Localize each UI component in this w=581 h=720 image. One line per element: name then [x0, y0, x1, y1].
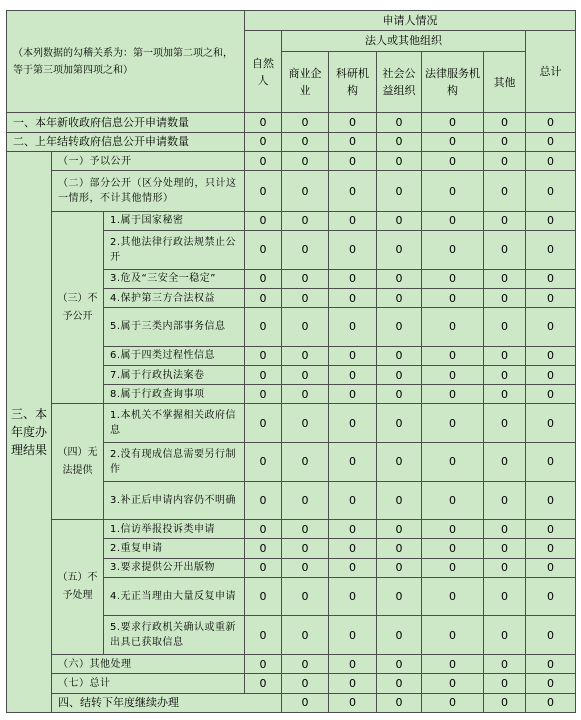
cell-value: 0	[484, 269, 526, 288]
header-social: 社会公益组织	[377, 51, 422, 113]
row-label: （六）其他处理	[52, 655, 245, 674]
cell-value: 0	[329, 151, 377, 170]
cell-value: 0	[484, 308, 526, 347]
cell-value: 0	[377, 308, 422, 347]
cell-value: 0	[329, 404, 377, 443]
row-label: 5.要求行政机关确认或重新出具已获取信息	[104, 616, 245, 655]
row-label: 2.没有现成信息需要另行制作	[104, 443, 245, 482]
cell-value: 0	[526, 693, 576, 712]
cell-value: 0	[245, 558, 282, 577]
cell-value: 0	[282, 288, 329, 307]
cell-value: 0	[377, 113, 422, 132]
cell-value: 0	[282, 308, 329, 347]
cell-value: 0	[526, 674, 576, 693]
cell-value: 0	[282, 577, 329, 616]
cell-value: 0	[377, 539, 422, 558]
row-label: 4.保护第三方合法权益	[104, 288, 245, 307]
cell-value: 0	[526, 132, 576, 151]
cell-value: 0	[484, 558, 526, 577]
cell-value: 0	[526, 231, 576, 270]
cell-value: 0	[422, 404, 484, 443]
cell-value: 0	[484, 231, 526, 270]
cell-value: 0	[422, 151, 484, 170]
group-label-s3: （三）不予公开	[52, 211, 104, 404]
cell-value: 0	[329, 539, 377, 558]
cell-value: 0	[526, 151, 576, 170]
header-natural-person: 自然人	[245, 31, 282, 113]
cell-value: 0	[526, 558, 576, 577]
cell-value: 0	[245, 674, 282, 693]
cell-value: 0	[377, 558, 422, 577]
cell-value: 0	[422, 288, 484, 307]
cell-value: 0	[245, 616, 282, 655]
cell-value: 0	[422, 674, 484, 693]
cell-value: 0	[282, 481, 329, 520]
cell-value: 0	[377, 443, 422, 482]
cell-value: 0	[526, 481, 576, 520]
cell-value: 0	[484, 655, 526, 674]
row-label: 6.属于四类过程性信息	[104, 346, 245, 365]
cell-value: 0	[329, 385, 377, 404]
cell-value: 0	[282, 558, 329, 577]
cell-value: 0	[329, 308, 377, 347]
cell-value: 0	[377, 385, 422, 404]
group-label-3: 三、本年度办理结果	[7, 151, 52, 712]
cell-value: 0	[484, 346, 526, 365]
header-legal-group: 法人或其他组织	[282, 31, 526, 51]
cell-value: 0	[422, 211, 484, 230]
cell-value: 0	[526, 443, 576, 482]
cell-value: 0	[422, 365, 484, 384]
cell-value: 0	[377, 231, 422, 270]
cell-value: 0	[526, 520, 576, 539]
cell-value: 0	[245, 231, 282, 270]
cell-value: 0	[422, 385, 484, 404]
cell-value: 0	[329, 132, 377, 151]
cell-value: 0	[245, 113, 282, 132]
cell-value: 0	[484, 113, 526, 132]
cell-value: 0	[245, 365, 282, 384]
cell-value: 0	[526, 308, 576, 347]
cell-value: 0	[329, 520, 377, 539]
group-label-s5: （五）不予处理	[52, 520, 104, 655]
cell-value: 0	[377, 211, 422, 230]
cell-value: 0	[377, 616, 422, 655]
cell-value: 0	[282, 655, 329, 674]
cell-value: 0	[329, 674, 377, 693]
header-legal-service: 法律服务机构	[422, 51, 484, 113]
row-label: （二）部分公开（区分处理的，只计这一情形，不计其他情形）	[52, 171, 245, 212]
cell-value: 0	[526, 655, 576, 674]
cell-value: 0	[422, 231, 484, 270]
cell-value: 0	[377, 365, 422, 384]
cell-value: 0	[245, 385, 282, 404]
cell-value: 0	[245, 269, 282, 288]
cell-value: 0	[245, 481, 282, 520]
table-row	[7, 693, 576, 712]
cell-value: 0	[282, 404, 329, 443]
cell-value: 0	[282, 211, 329, 230]
row-label: 1.信访举报投诉类申请	[104, 520, 245, 539]
cell-value: 0	[377, 655, 422, 674]
cell-value: 0	[329, 693, 377, 712]
table-row	[7, 113, 576, 132]
cell-value: 0	[245, 520, 282, 539]
cell-value: 0	[377, 481, 422, 520]
cell-value: 0	[245, 288, 282, 307]
cell-value: 0	[282, 269, 329, 288]
cell-value: 0	[282, 443, 329, 482]
table-row	[7, 520, 576, 539]
cell-value: 0	[526, 365, 576, 384]
row-label: 5.属于三类内部事务信息	[104, 308, 245, 347]
cell-value: 0	[484, 211, 526, 230]
cell-value: 0	[484, 288, 526, 307]
row-label: 7.属于行政执法案卷	[104, 365, 245, 384]
gov-info-disclosure-table	[6, 10, 576, 713]
table-row	[7, 211, 576, 230]
cell-value: 0	[329, 616, 377, 655]
cell-value: 0	[245, 171, 282, 212]
cell-value: 0	[484, 481, 526, 520]
cell-value: 0	[422, 693, 484, 712]
cell-value: 0	[377, 577, 422, 616]
cell-value: 0	[377, 674, 422, 693]
cell-value: 0	[422, 346, 484, 365]
cell-value: 0	[245, 211, 282, 230]
row-label: 2.重复申请	[104, 539, 245, 558]
cell-value: 0	[329, 481, 377, 520]
cell-value: 0	[422, 558, 484, 577]
cell-value: 0	[422, 132, 484, 151]
cell-value: 0	[484, 151, 526, 170]
cell-value: 0	[422, 308, 484, 347]
cell-value: 0	[329, 288, 377, 307]
cell-value: 0	[245, 151, 282, 170]
row-label: 2.其他法律行政法规禁止公开	[104, 231, 245, 270]
cell-value: 0	[329, 211, 377, 230]
cell-value: 0	[245, 404, 282, 443]
cell-value: 0	[422, 539, 484, 558]
cell-value: 0	[282, 231, 329, 270]
cell-value: 0	[282, 113, 329, 132]
cell-value: 0	[245, 346, 282, 365]
cell-value: 0	[377, 520, 422, 539]
row-label: 四、结转下年度继续办理	[52, 693, 282, 712]
cell-value: 0	[329, 231, 377, 270]
row-label: 一、本年新收政府信息公开申请数量	[7, 113, 245, 132]
cell-value: 0	[484, 616, 526, 655]
cell-value: 0	[526, 577, 576, 616]
cell-value: 0	[377, 693, 422, 712]
cell-value: 0	[377, 132, 422, 151]
cell-value: 0	[282, 365, 329, 384]
cell-value: 0	[329, 655, 377, 674]
cell-value: 0	[329, 558, 377, 577]
cell-value: 0	[282, 693, 329, 712]
cell-value: 0	[484, 365, 526, 384]
row-label: 3.要求提供公开出版物	[104, 558, 245, 577]
cell-value: 0	[377, 171, 422, 212]
cell-value: 0	[422, 616, 484, 655]
cell-value: 0	[484, 577, 526, 616]
cell-value: 0	[282, 539, 329, 558]
cell-value: 0	[526, 269, 576, 288]
row-label: 1.属于国家秘密	[104, 211, 245, 230]
cell-value: 0	[526, 346, 576, 365]
cell-value: 0	[329, 171, 377, 212]
cell-value: 0	[422, 443, 484, 482]
row-label: （一）予以公开	[52, 151, 245, 170]
row-label: 8.属于行政查询事项	[104, 385, 245, 404]
cell-value: 0	[282, 151, 329, 170]
table-row	[7, 674, 576, 693]
cell-value: 0	[282, 520, 329, 539]
cell-value: 0	[422, 655, 484, 674]
cell-value: 0	[282, 385, 329, 404]
header-research: 科研机构	[329, 51, 377, 113]
cell-value: 0	[422, 113, 484, 132]
cell-value: 0	[329, 365, 377, 384]
cell-value: 0	[245, 308, 282, 347]
cell-value: 0	[422, 171, 484, 212]
cell-value: 0	[526, 211, 576, 230]
cell-value: 0	[377, 404, 422, 443]
header-other: 其他	[484, 51, 526, 113]
table-row	[7, 151, 576, 170]
row-label: 4.无正当理由大量反复申请	[104, 577, 245, 616]
cell-value: 0	[377, 288, 422, 307]
cell-value: 0	[484, 674, 526, 693]
cell-value: 0	[377, 346, 422, 365]
cell-value: 0	[329, 113, 377, 132]
cell-value: 0	[526, 113, 576, 132]
cell-value: 0	[484, 443, 526, 482]
cell-value: 0	[377, 269, 422, 288]
cell-value: 0	[484, 171, 526, 212]
cell-value: 0	[484, 132, 526, 151]
table-row	[7, 132, 576, 151]
header-commercial: 商业企业	[282, 51, 329, 113]
cell-value: 0	[245, 132, 282, 151]
table-row	[7, 171, 576, 212]
cell-value: 0	[422, 269, 484, 288]
cell-value: 0	[484, 693, 526, 712]
cell-value: 0	[526, 616, 576, 655]
cell-value: 0	[422, 577, 484, 616]
cell-value: 0	[484, 404, 526, 443]
cell-value: 0	[484, 520, 526, 539]
cell-value: 0	[329, 346, 377, 365]
cell-value: 0	[245, 655, 282, 674]
row-label: 1.本机关不掌握相关政府信息	[104, 404, 245, 443]
cell-value: 0	[245, 577, 282, 616]
cell-value: 0	[282, 674, 329, 693]
group-label-s4: （四）无法提供	[52, 404, 104, 520]
cell-value: 0	[422, 520, 484, 539]
row-label: 3.补正后申请内容仍不明确	[104, 481, 245, 520]
table-row	[7, 655, 576, 674]
cell-value: 0	[282, 171, 329, 212]
cell-value: 0	[245, 539, 282, 558]
cell-value: 0	[526, 385, 576, 404]
row-label: 二、上年结转政府信息公开申请数量	[7, 132, 245, 151]
table-row	[7, 404, 576, 443]
cell-value: 0	[377, 151, 422, 170]
cell-value: 0	[245, 443, 282, 482]
cell-value: 0	[282, 346, 329, 365]
cell-value: 0	[329, 269, 377, 288]
cell-value: 0	[422, 481, 484, 520]
cell-value: 0	[484, 539, 526, 558]
cell-value: 0	[526, 539, 576, 558]
header-note: （本列数据的勾稽关系为：第一项加第二项之和，等于第三项加第四项之和）	[7, 11, 245, 113]
cell-value: 0	[526, 404, 576, 443]
cell-value: 0	[282, 132, 329, 151]
header-total: 总计	[526, 31, 576, 113]
cell-value: 0	[282, 616, 329, 655]
row-label: （七）总计	[52, 674, 245, 693]
row-label: 3.危及“三安全一稳定”	[104, 269, 245, 288]
header-applicant: 申请人情况	[245, 11, 576, 31]
cell-value: 0	[526, 288, 576, 307]
cell-value: 0	[329, 443, 377, 482]
cell-value: 0	[329, 577, 377, 616]
cell-value: 0	[484, 385, 526, 404]
cell-value: 0	[526, 171, 576, 212]
